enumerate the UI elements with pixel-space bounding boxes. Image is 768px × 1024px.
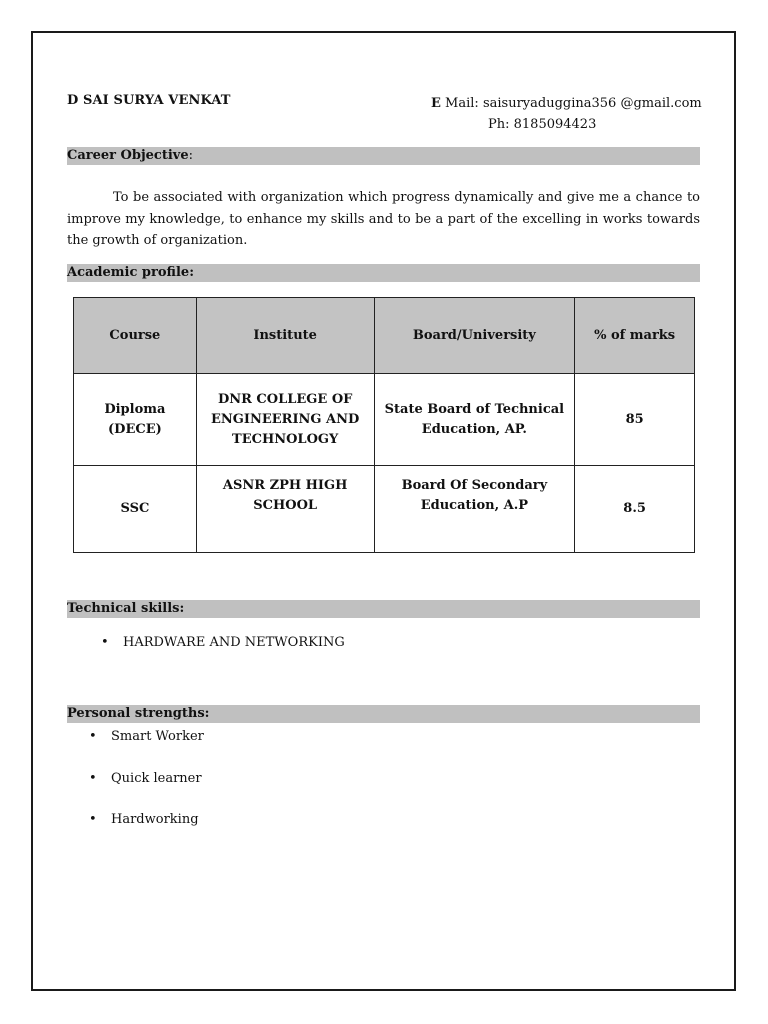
email-line: [431, 93, 701, 114]
career-objective-heading: [67, 147, 700, 165]
career-objective-title: Career Objective: [67, 148, 189, 163]
list-item: • Quick learner: [89, 771, 204, 813]
list-item: • Hardworking: [89, 812, 204, 854]
phone-number: Ph: 8185094423: [488, 117, 597, 132]
cell-course: Diploma (DECE): [74, 374, 197, 466]
cell-board: State Board of Technical Education, AP.: [374, 374, 575, 466]
cell-institute: ASNR ZPH HIGH SCHOOL: [196, 466, 374, 553]
personal-strengths-heading: Personal strengths:: [67, 705, 700, 723]
cell-course: SSC: [74, 466, 197, 553]
table-header-row: [74, 298, 695, 374]
column-header-board: Board/University: [374, 298, 575, 374]
technical-skills-heading: Technical skills:: [67, 600, 700, 618]
cell-board: Board Of Secondary Education, A.P: [374, 466, 575, 553]
cell-institute: DNR COLLEGE OF ENGINEERING AND TECHNOLOGY: [196, 374, 374, 466]
cell-marks: 8.5: [575, 466, 695, 553]
academic-table: [73, 297, 695, 553]
cell-marks: 85: [575, 374, 695, 466]
candidate-name: D SAI SURYA VENKAT: [67, 93, 231, 108]
email-text: Mail: saisuryaduggina356 @gmail.com: [440, 96, 702, 111]
technical-skills-list: [101, 635, 345, 650]
list-item: • HARDWARE AND NETWORKING: [101, 635, 345, 650]
column-header-institute: Institute: [196, 298, 374, 374]
table-row: [74, 374, 695, 466]
email-prefix: E: [431, 96, 441, 111]
list-item: • Smart Worker: [89, 729, 204, 771]
career-objective-body: To be associated with organization which progress dynamically and give me a chance to improve my knowledge, to enhance my skills and to be a part of the excelling in works towards the growth of organization.: [67, 190, 700, 248]
career-objective-colon: :: [188, 148, 193, 163]
personal-strengths-list: [89, 729, 204, 854]
contact-block: [431, 93, 701, 135]
column-header-marks: % of marks: [575, 298, 695, 374]
academic-profile-heading: Academic profile:: [67, 264, 700, 282]
career-objective-text: [67, 187, 700, 252]
column-header-course: Course: [74, 298, 197, 374]
table-row: [74, 466, 695, 553]
